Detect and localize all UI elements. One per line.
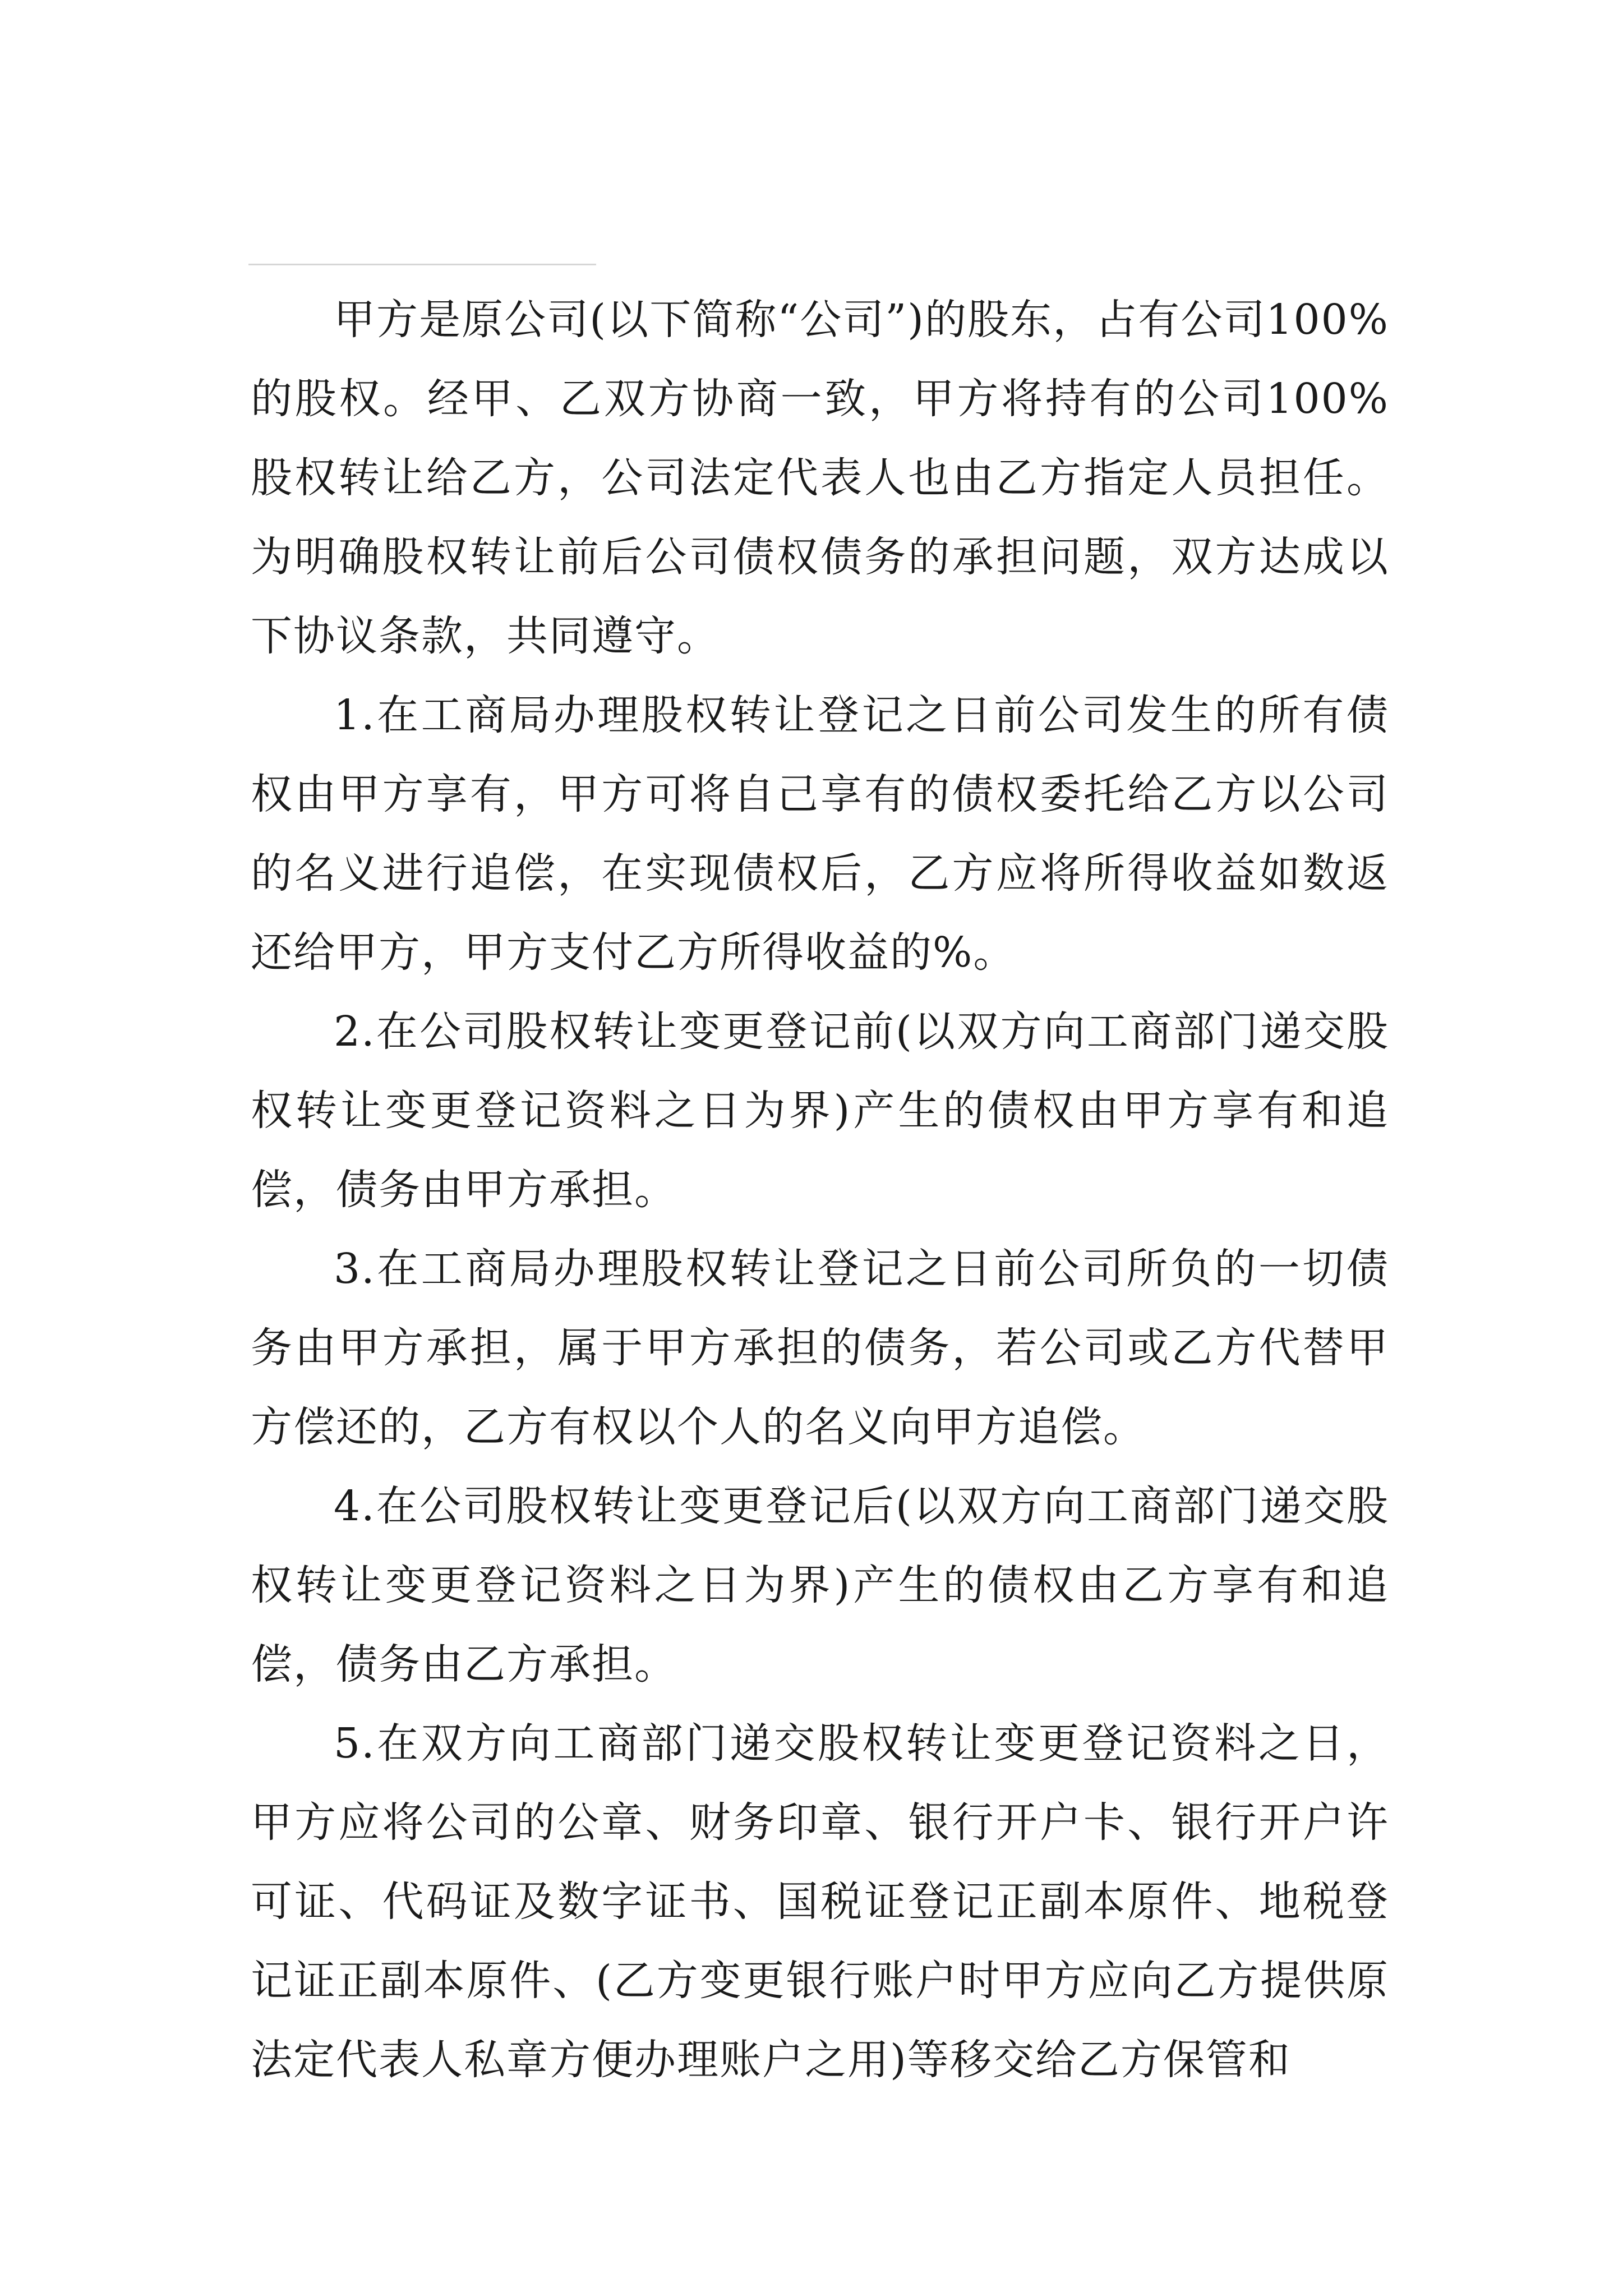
paragraph-clause-5: 5.在双方向工商部门递交股权转让变更登记资料之日，甲方应将公司的公章、财务印章、银行开户卡、银行开户许可证、代码证及数字证书、国税证登记正副本原件、地税登记证正副本原件、(乙方变更银行账户时甲方应向乙方提供原法定代表人私章方便办理账户之用)等移交给乙方保管和: [251, 1719, 1389, 2084]
paragraph-clause-2: 2.在公司股权转让变更登记前(以双方向工商部门递交股权转让变更登记资料之日为界)产生的债权由甲方享有和追偿，债务由甲方承担。: [251, 1007, 1389, 1214]
header-divider: [248, 264, 596, 265]
paragraph-clause-3: 3.在工商局办理股权转让登记之日前公司所负的一切债务由甲方承担，属于甲方承担的债务，若公司或乙方代替甲方偿还的，乙方有权以个人的名义向甲方追偿。: [251, 1245, 1389, 1451]
paragraph-clause-1: 1.在工商局办理股权转让登记之日前公司发生的所有债权由甲方享有，甲方可将自己享有的债权委托给乙方以公司的名义进行追偿，在实现债权后，乙方应将所得收益如数返还给甲方，甲方支付乙方所得收益的%。: [251, 691, 1389, 977]
document-body: [251, 280, 1389, 2100]
paragraph-clause-4: 4.在公司股权转让变更登记后(以双方向工商部门递交股权转让变更登记资料之日为界)产生的债权由乙方享有和追偿，债务由乙方承担。: [251, 1482, 1389, 1688]
paragraph-intro: 甲方是原公司(以下简称“公司”)的股东，占有公司100%的股权。经甲、乙双方协商一致，甲方将持有的公司100%股权转让给乙方，公司法定代表人也由乙方指定人员担任。为明确股权转让前后公司债权债务的承担问题，双方达成以下协议条款，共同遵守。: [251, 296, 1389, 660]
